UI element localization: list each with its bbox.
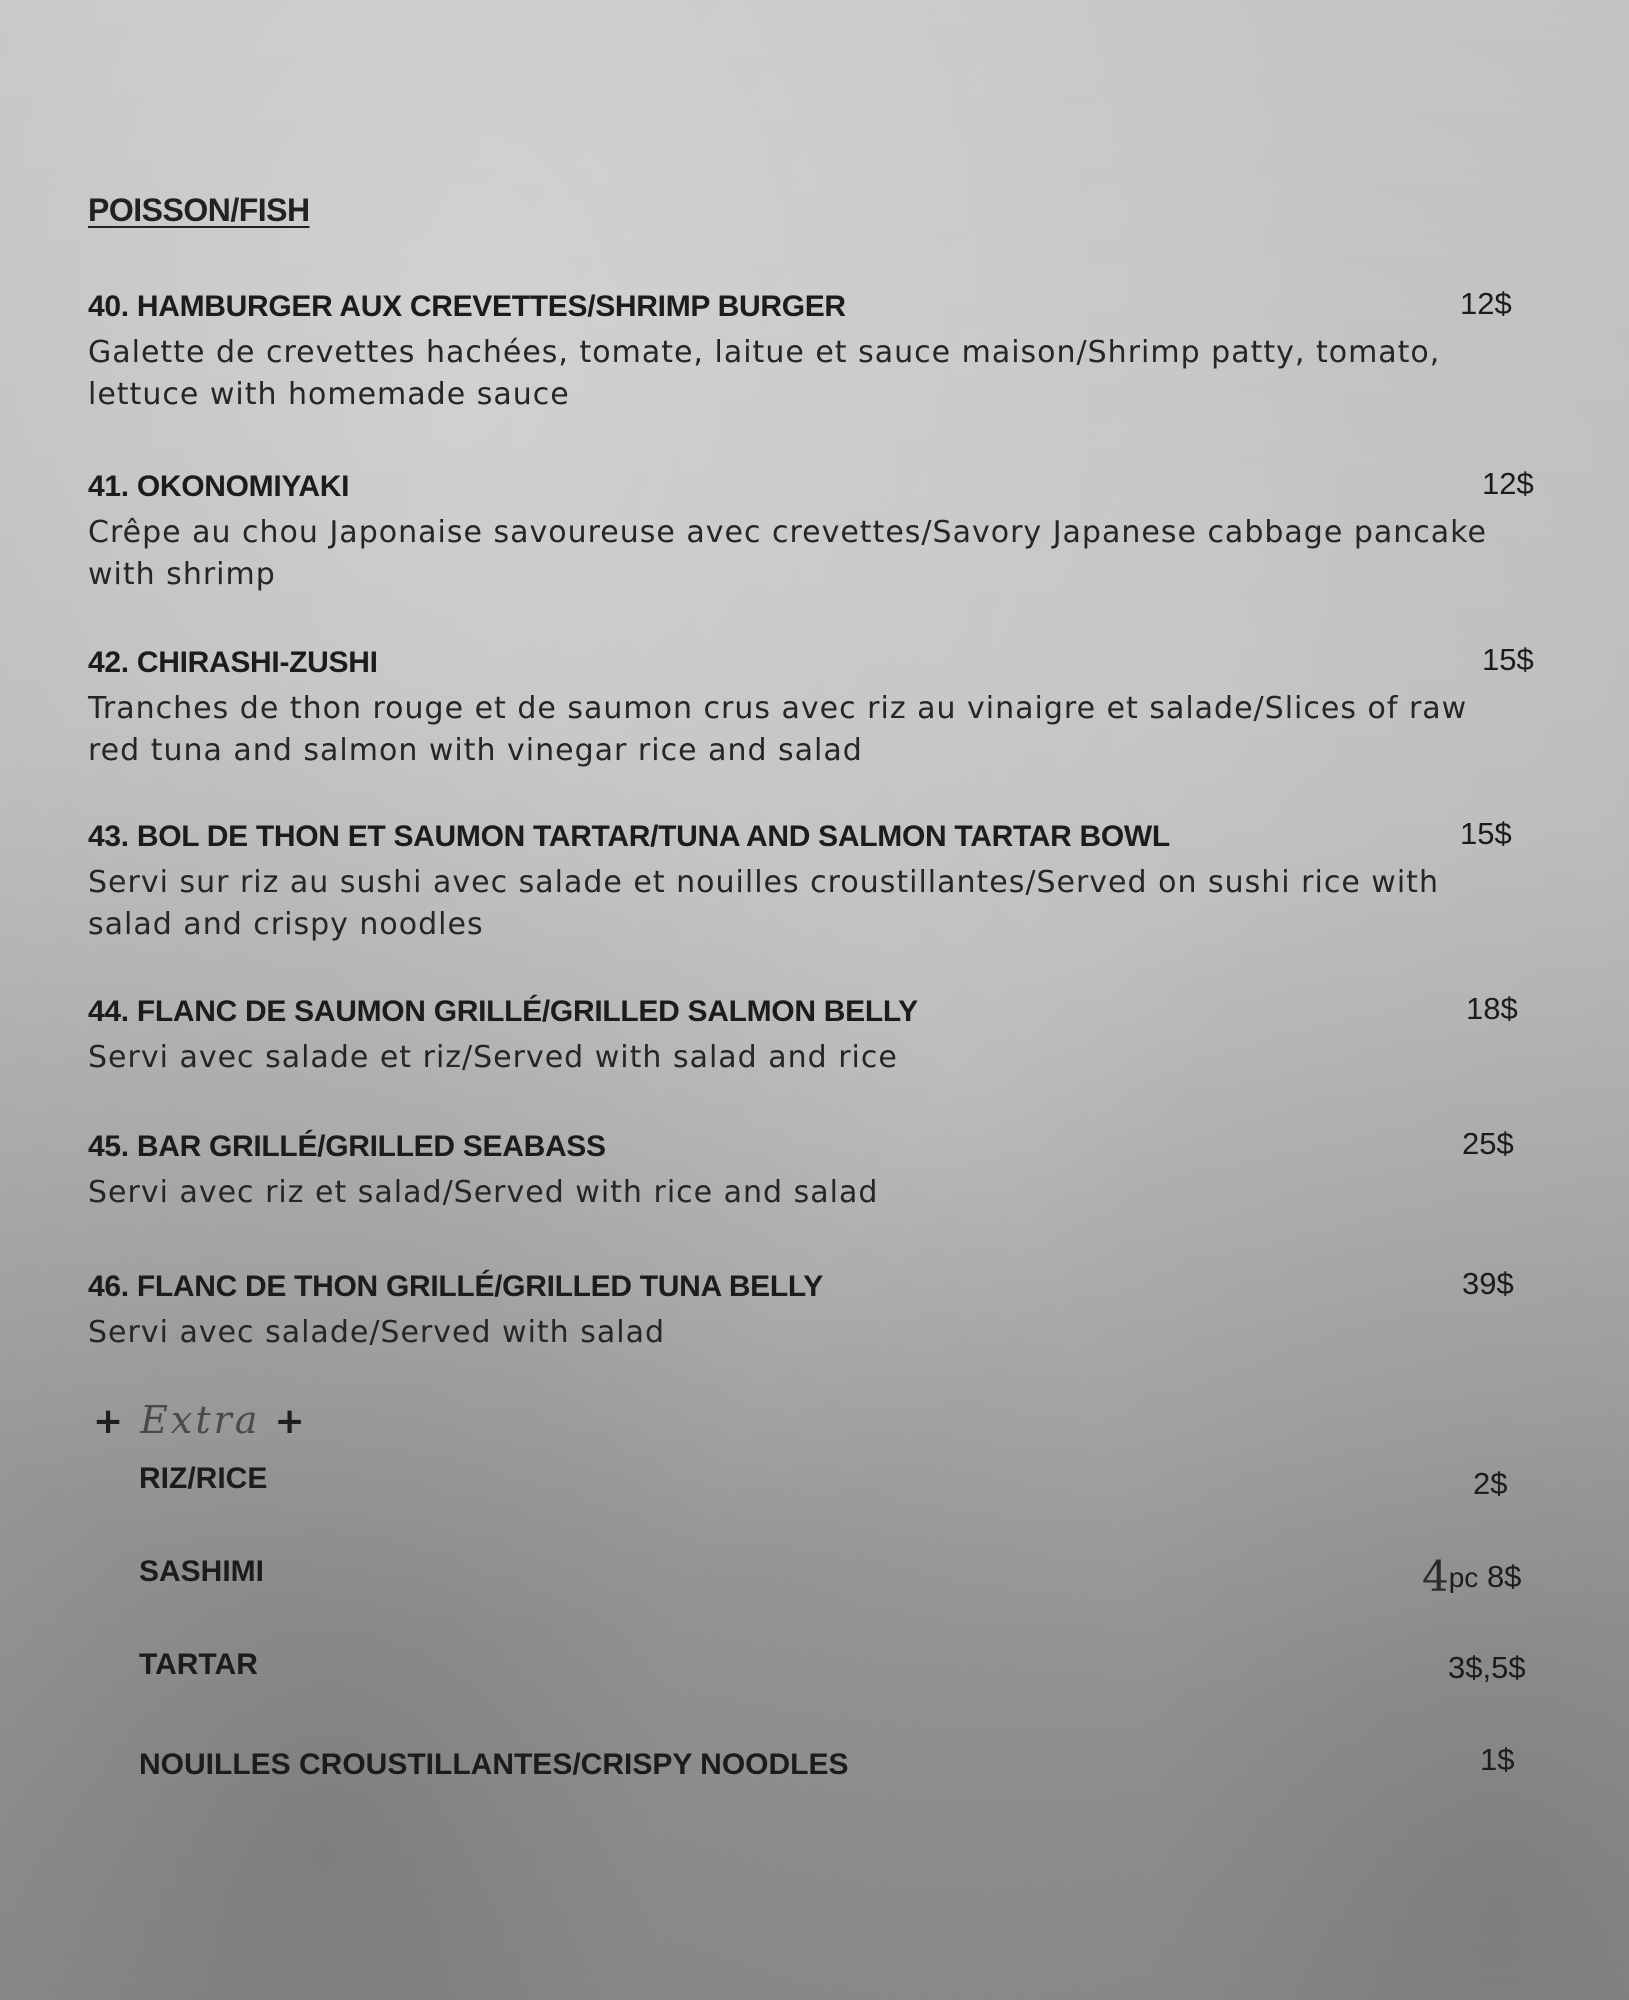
menu-item bbox=[88, 642, 1548, 772]
extra-item-name: SASHIMI bbox=[139, 1555, 265, 1588]
menu-item-name: 41. OKONOMIYAKI bbox=[88, 470, 350, 503]
menu-item bbox=[88, 466, 1548, 596]
extra-item-name: NOUILLES CROUSTILLANTES/CRISPY NOODLES bbox=[139, 1748, 849, 1781]
menu-item-name: 44. FLANC DE SAUMON GRILLÉ/GRILLED SALMON BELLY bbox=[88, 995, 918, 1028]
section-title: POISSON/FISH bbox=[88, 192, 310, 228]
menu-item bbox=[88, 991, 1548, 1079]
menu-item-name: 43. BOL DE THON ET SAUMON TARTAR/TUNA AND SALMON TARTAR BOWL bbox=[88, 820, 1170, 853]
menu-item-price: 15$ bbox=[1482, 642, 1534, 677]
menu-item-description: Crêpe au chou Japonaise savoureuse avec crevettes/Savory Japanese cabbage pancake with shrimp bbox=[88, 515, 1487, 592]
menu-item bbox=[88, 286, 1548, 416]
menu-item-name: 45. BAR GRILLÉ/GRILLED SEABASS bbox=[88, 1130, 606, 1163]
menu-item-price: 39$ bbox=[1462, 1266, 1514, 1301]
extras-label: Extra bbox=[140, 1398, 261, 1442]
extra-item-price-group bbox=[1422, 1552, 1521, 1601]
extra-item-price: 1$ bbox=[1480, 1742, 1515, 1777]
menu-item-name: 46. FLANC DE THON GRILLÉ/GRILLED TUNA BELLY bbox=[88, 1270, 823, 1303]
menu-item-price: 12$ bbox=[1482, 466, 1534, 501]
menu-item bbox=[88, 816, 1548, 946]
menu-item-description: Galette de crevettes hachées, tomate, laitue et sauce maison/Shrimp patty, tomato, lettuce with homemade sauce bbox=[88, 335, 1441, 412]
menu-item-name: 42. CHIRASHI-ZUSHI bbox=[88, 646, 378, 679]
plus-icon: + bbox=[274, 1401, 308, 1442]
extra-item-unit: pc bbox=[1448, 1562, 1479, 1593]
menu-item-description: Tranches de thon rouge et de saumon crus avec riz au vinaigre et salade/Slices of raw red tuna and salmon with vinegar rice and salad bbox=[88, 691, 1468, 768]
extra-item-name: TARTAR bbox=[139, 1648, 258, 1681]
menu-item-price: 12$ bbox=[1460, 286, 1512, 321]
extras-header bbox=[93, 1398, 308, 1442]
extra-item-price: 8$ bbox=[1486, 1559, 1522, 1594]
menu-item bbox=[88, 1126, 1548, 1214]
menu-item-description: Servi sur riz au sushi avec salade et nouilles croustillantes/Served on sushi rice with salad and crispy noodles bbox=[88, 865, 1439, 942]
plus-icon: + bbox=[93, 1401, 127, 1442]
menu-item-price: 25$ bbox=[1462, 1126, 1514, 1161]
extra-item-name: RIZ/RICE bbox=[139, 1462, 268, 1495]
menu-item bbox=[88, 1266, 1548, 1354]
menu-item-description: Servi avec salade et riz/Served with salad and rice bbox=[88, 1040, 898, 1075]
extra-item-price: 2$ bbox=[1473, 1466, 1508, 1501]
menu-item-description: Servi avec riz et salad/Served with rice and salad bbox=[88, 1175, 879, 1210]
menu-item-price: 18$ bbox=[1466, 991, 1518, 1026]
menu-item-price: 15$ bbox=[1460, 816, 1512, 851]
menu-item-name: 40. HAMBURGER AUX CREVETTES/SHRIMP BURGER bbox=[88, 290, 846, 323]
extra-item-quantity: 4 bbox=[1422, 1552, 1449, 1601]
extra-item-price: 3$,5$ bbox=[1448, 1650, 1526, 1685]
menu-item-description: Servi avec salade/Served with salad bbox=[88, 1315, 666, 1350]
